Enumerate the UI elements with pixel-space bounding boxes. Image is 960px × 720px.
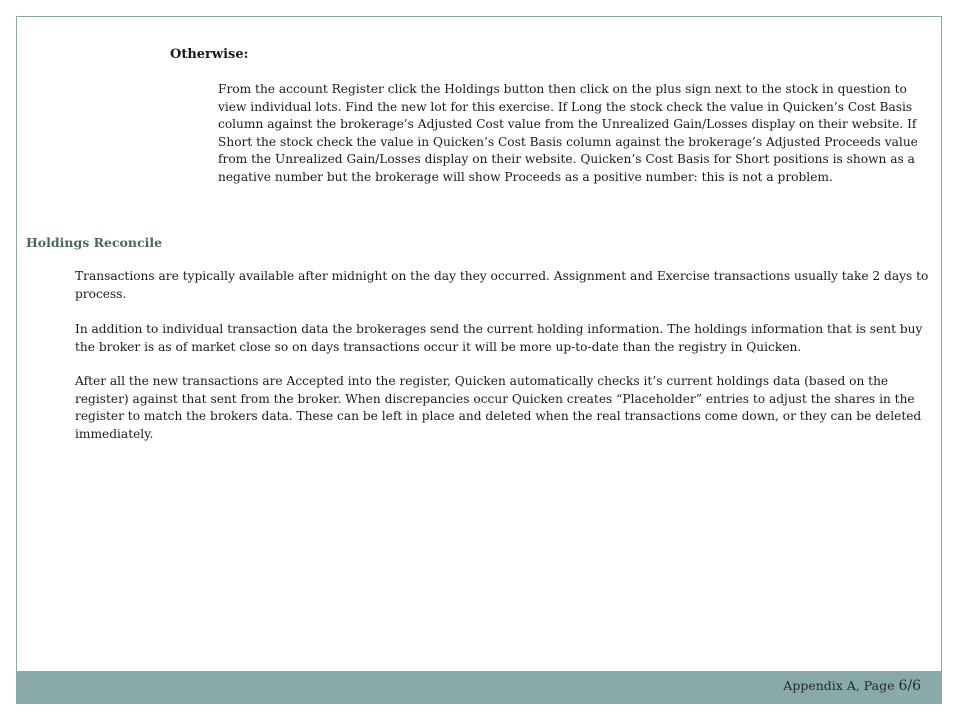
page-footer [783, 678, 921, 694]
otherwise-heading: Otherwise: [170, 47, 249, 62]
page-number: 6/6 [898, 678, 921, 694]
footer-bar [17, 671, 941, 703]
otherwise-paragraph: From the account Register click the Holdings button then click on the plus sign next to the stock in question to view individual lots. Find the new lot for this exercise. If Long the stock check the value in Quicken’s Cost Basis column against the brokerage’s Adjusted Cost value from the Unrealized Gain/Losses display on their website. If Short the stock check the value in Quicken’s Cost Basis column against the brokerage’s Adjusted Proceeds value from the Unrealized Gain/Losses display on their website. Quicken’s Cost Basis for Short positions is shown as a negative number but the brokerage will show Proceeds as a positive number: this is not a problem. [218, 82, 918, 184]
holdings-paragraph-1: Transactions are typically available after midnight on the day they occurred. Assignment and Exercise transactions usually take 2 days to process. [75, 269, 929, 301]
holdings-paragraph-3: After all the new transactions are Accepted into the register, Quicken automatically checks it’s current holdings data (based on the register) against that sent from the broker. When discrepancies occur Quicken creates “Placeholder” entries to adjust the shares in the register to match the brokers data. These can be left in place and deleted when the real transactions come down, or they can be deleted immediately. [75, 374, 922, 441]
holdings-paragraph-2: In addition to individual transaction data the brokerages send the current holding information. The holdings information that is sent buy the broker is as of market close so on days transactions occur it will be more up-to-date than the registry in Quicken. [75, 322, 923, 354]
holdings-reconcile-heading: Holdings Reconcile [26, 235, 163, 250]
footer-label: Appendix A, Page [783, 678, 895, 693]
